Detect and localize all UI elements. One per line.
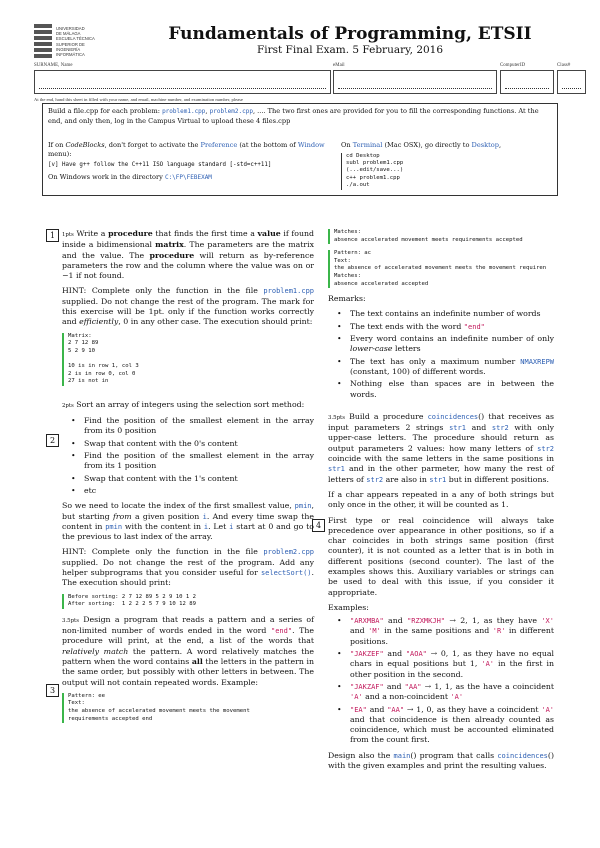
logo-line: DE MÁLAGA	[56, 31, 81, 37]
university-logo	[34, 22, 134, 68]
command-line: c++ problem1.cpp	[346, 174, 400, 181]
remark-item: • Every word contains an indefinite number of only lower-case letters	[328, 334, 554, 355]
mac-instructions: On Terminal (Mac OSX), go directly to Desktop, cd Desktop subl problem1.cpp (...edit/save...) c++ problem1.cpp ./a.out	[341, 141, 551, 190]
compiler-flag: [v] Have g++ follow the C++11 ISO language standard [-std=c++11]	[48, 162, 272, 169]
class-field[interactable]	[557, 70, 586, 94]
q2-output-code	[62, 594, 314, 609]
question-4: 3.5pts Build a procedure coincidences() that receives as input parameters 2 strings str1 and str2 with only upper-case letters. The procedure should return as output parameters 2 values: how many letters of str2 coincide with the same letters in the same positions in str1 and in the other parmeter, how many the rest of letters of str2 are also in str1 but in different positions. If a char appears repeated in a any of both strings but only once in the other, it will be counted as 1. First type or real coincidence will always take precedence over appearance in other positions, so if a char coincides in both strings same position (first counter), it is not counted as a letter that is in both in different positions (second counter). The last of the examples shows this. Auxiliary variables or strings can be used to deal with this issue, if you consider it appropriate. Examples: • "ARXMBA" and "RZXMKJH" → 2, 1, as they have 'X' and 'M' in the same positions and 'R' in different positions. • "JAKZEF" and "AOA" → 0, 1, as they have no equal chars in equal positions but 1, 'A' in the first in other position in the second. • "JAKZAF" and "AA" → 1, 1, as the have a coincident 'A' and a non-coincident 'A' • "EA" and "AA" → 1, 0, as they have a coincident 'A' and that coincidence is then already counted as coincidence, which must be accounted eliminated from the count first. Design also the main() program that calls coincidences() with the given examples and print the resulting values.	[328, 412, 554, 772]
code-line: requirements accepted end	[68, 715, 153, 722]
step-item: • Find the position of the smallest element in the array from its 0 position	[62, 416, 314, 437]
remark-item: • The text has only a maximum number NMAXREPW (constant, 100) of different words.	[328, 357, 554, 378]
examples-list	[328, 616, 554, 746]
code-line: 2 is in row 0, col 0	[68, 370, 136, 377]
example-item: • "JAKZAF" and "AA" → 1, 1, as the have a coincident 'A' and a non-coincident 'A'	[328, 682, 554, 703]
right-column	[328, 229, 554, 776]
code-line: 27 is not in	[68, 378, 109, 385]
email-label: eMail	[333, 63, 345, 68]
file-problem1: problem1.cpp	[162, 108, 206, 115]
instructions-text: Build a file.cpp for each problem: problem1.cpp, problem2.cpp, .... The two first ones are provided for you to fill the corresponding functions. At the end, and only then, log in the Campus Virtual to upload these 4 files.cpp	[48, 107, 539, 125]
q3-example-2	[328, 250, 554, 288]
code-line: Text:	[68, 700, 85, 707]
computer-label: ComputerID	[500, 63, 526, 68]
surname-label: SURNAME, Name	[34, 63, 73, 68]
file-problem2: problem2.cpp	[209, 108, 253, 115]
code-line: Matches:	[334, 272, 361, 279]
q4-paragraph-2: If a char appears repeated in a any of both strings but only once in the other, it will be counted as 1.	[328, 489, 554, 510]
logo-line: INGENIERÍA	[56, 46, 81, 52]
code-line	[68, 355, 314, 363]
remarks-heading: Remarks:	[328, 294, 366, 304]
step-item: • Swap that content with the 0's content	[62, 439, 314, 449]
step-item: • Swap that content with the 1's content	[62, 474, 314, 484]
code-line: absence accelerated accepted	[334, 280, 429, 287]
code-line: After sorting: 1 2 2 2 5 7 9 10 12 89	[68, 601, 196, 608]
q2-steps-list	[62, 416, 314, 496]
code-line: 10 is in row 1, col 3	[68, 363, 139, 370]
q1-output-code	[62, 333, 314, 386]
page-subtitle: First Final Exam. 5 February, 2016	[256, 44, 444, 56]
code-line: the absence of accelerated movement meets the movement requiren	[334, 265, 547, 272]
code-line: Pattern: ee	[68, 692, 106, 699]
command-line: (...edit/save...)	[346, 167, 404, 174]
example-item: • "EA" and "AA" → 1, 0, as they have a coincident 'A' and that coincidence is then already counted as coincidence, which must be accounted eliminated from the count first.	[328, 705, 554, 746]
question-3: 3.5pts Design a program that reads a pattern and a series of non-limited number of words ended in the word "end". The procedure will print, at the end, a list of the words that relatively match the pattern. A word relatively matches the pattern when the word contains all the letters in the pattern in the same order, but possibly with other letters in between. The output will not contain repeated words. Example: Pattern: ee Text: the absence of accelerated movement meets the movement requirements accepted end	[62, 614, 314, 722]
remark-item: • Nothing else than spaces are in between the words.	[328, 379, 554, 400]
q4-paragraph-3: First type or real coincidence will always take precedence over appearance in other positions, so if a char coincides in both strings same position (first counter), it is not counted as a letter that is in both in different positions (second counter). The last of the examples shows this. Auxiliary variables or strings can be used to deal with this issue, if you consider it appropriate.	[328, 515, 554, 597]
windows-directory: C:\FP\FEBEXAM	[164, 173, 212, 181]
form-note: At the end, hand this sheet in filled with your name, and email, machine number, and examination number, please	[34, 97, 243, 102]
logo-line: UNIVERSIDAD	[56, 26, 85, 31]
code-line: 5 2 9 10	[68, 347, 95, 354]
terminal-commands	[341, 153, 551, 190]
logo-text	[56, 26, 95, 57]
remark-item: • The text ends with the word "end"	[328, 322, 554, 332]
question-4-number: 4	[312, 519, 325, 532]
code-line: Matrix:	[68, 332, 92, 339]
code-line: Matches:	[334, 229, 361, 235]
question-1: 1pts Write a procedure that finds the first time a value if found inside a bidimensional matrix. The parameters are the matrix and the value. The procedure will return as by-reference parameters the row and the column where the value was on or −1 if not found. HINT: Complete only the function in the file problem1.cpp supplied. Do not change the rest of the program. The mark for this exercise will be 1pt. only if the function works correctly and efficiently, 0 in any other case. The execution should print: Matrix: 2 7 12 89 5 2 9 10 10 is in row 1, col 3 2 is in row 0, col 0 27 is not in	[62, 229, 315, 385]
instructions-box	[42, 103, 558, 196]
code-line: 2 7 12 89	[68, 340, 99, 347]
logo-mark-icon	[34, 24, 52, 64]
logo-line: INFORMÁTICA	[56, 52, 85, 58]
example-item: • "ARXMBA" and "RZXMKJH" → 2, 1, as they have 'X' and 'M' in the same positions and 'R' in different positions.	[328, 616, 554, 647]
class-label: Class#	[557, 63, 571, 68]
code-line: Before sorting: 2 7 12 89 5 2 9 10 1 2	[68, 593, 196, 600]
example-item: • "JAKZEF" and "AOA" → 0, 1, as they have no equal chars in equal positions but 1, 'A' in the first in other position in the second.	[328, 649, 554, 680]
page-title: Fundamentals of Programming, ETSII	[168, 24, 532, 44]
email-field[interactable]	[333, 70, 497, 94]
question-3-number: 3	[46, 684, 59, 697]
examples-heading: Examples:	[328, 602, 369, 612]
step-item: • etc	[62, 486, 314, 496]
question-1-number: 1	[46, 229, 59, 242]
logo-line: SUPERIOR DE	[56, 41, 85, 47]
question-2: 2pts Sort an array of integers using the selection sort method: • Find the position of the smallest element in the array from its 0 position • Swap that content with the 0's content • Find the position of the smallest element in the array from its 1 position • Swap that content with the 1's content • etc So we need to locate the index of the first smallest value, pmin, but starting from a given position i. And every time swap the content in pmin with the content in i. Let i start at 0 and go to the previous to last index of the array. HINT: Complete only the function in the file problem2.cpp supplied. Do not change the rest of the program. Add any helper subprograms that you consider useful for selectSort(). The execution should print: Before sorting: 2 7 12 89 5 2 9 10 1 2 After sorting: 1 2 2 2 5 7 9 10 12 89	[62, 400, 314, 609]
code-line: the absence of accelerated movement meets the movement	[68, 708, 250, 715]
step-item: • Find the position of the smallest element in the array from its 1 position	[62, 451, 314, 472]
code-line: Pattern: ac	[334, 250, 372, 257]
remarks-list	[328, 309, 554, 399]
computer-field[interactable]	[500, 70, 554, 94]
codeblocks-instructions: If on CodeBlocks, don't forget to activate the Preference (at the bottom of Window menu): [v] Have g++ follow the C++11 ISO language standard [-std=c++11] On Windows work in the directory C:\FP\FEBEXAM	[48, 141, 328, 182]
remark-item: • The text contains an indefinite number of words	[328, 309, 554, 319]
code-line: absence accelerated movement meets requirements accepted	[334, 236, 523, 243]
command-line: ./a.out	[346, 182, 370, 189]
code-line: Text:	[334, 257, 351, 264]
command-line: cd Desktop	[346, 152, 380, 159]
command-line: subl problem1.cpp	[346, 160, 404, 166]
surname-field[interactable]	[34, 70, 331, 94]
left-column	[62, 229, 314, 729]
question-2-number: 2	[46, 434, 59, 447]
logo-line: ESCUELA TÉCNICA	[56, 36, 95, 42]
q3-example-1-input	[62, 693, 314, 723]
q3-example-1-matches	[328, 229, 554, 244]
